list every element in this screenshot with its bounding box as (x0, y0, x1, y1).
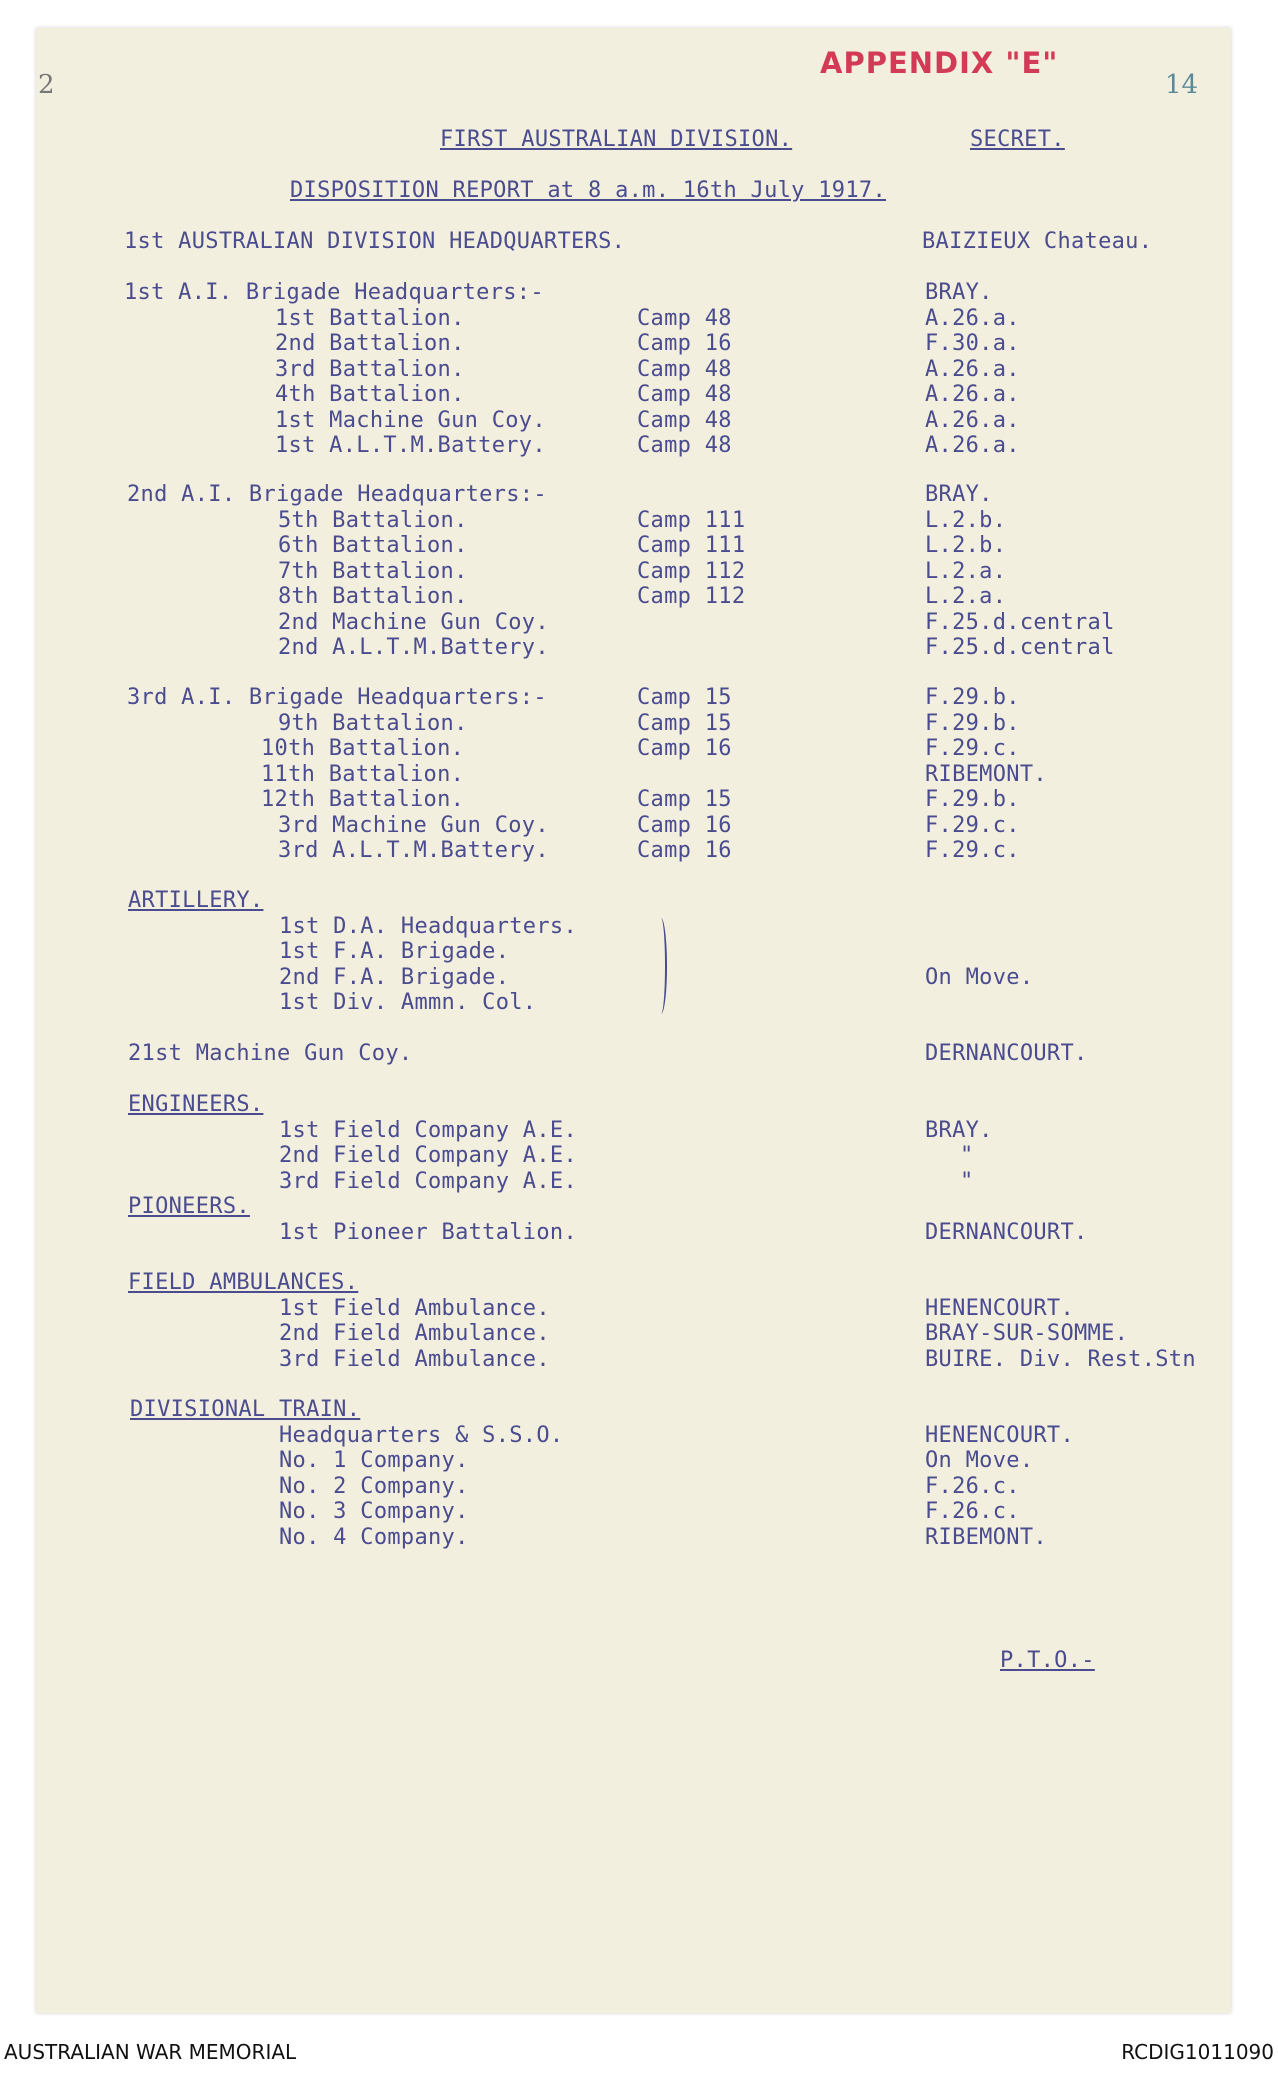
ambulances-heading: FIELD AMBULANCES. (128, 1270, 359, 1295)
ambulance-unit: 1st Field Ambulance. (279, 1295, 550, 1321)
brigade-2-location: BRAY. (925, 482, 993, 507)
margin-mark: 2 (38, 70, 55, 100)
unit-location: A.26.a. (925, 407, 1020, 433)
train-heading: DIVISIONAL TRAIN. (130, 1397, 361, 1422)
unit-location: A.26.a. (925, 382, 1020, 407)
unit-camp: Camp 15 (637, 710, 732, 736)
unit-name: 3rd Battalion. (275, 356, 465, 382)
unit-camp: Camp 16 (637, 331, 732, 356)
document-page (36, 28, 1231, 2013)
unit-camp: Camp 16 (637, 838, 732, 863)
unit-name: 2nd Machine Gun Coy. (278, 609, 549, 635)
brigade-3-camp: Camp 15 (637, 685, 732, 710)
artillery-unit: 1st D.A. Headquarters. (279, 913, 577, 939)
unit-camp: Camp 16 (637, 812, 732, 838)
unit-location: L.2.b. (925, 507, 1007, 533)
train-location: HENENCOURT. (925, 1422, 1074, 1448)
unit-name: 3rd Machine Gun Coy. (278, 812, 549, 838)
artillery-unit: 2nd F.A. Brigade. (279, 964, 510, 990)
hq-location: BAIZIEUX Chateau. (922, 229, 1153, 254)
train-unit: Headquarters & S.S.O. (279, 1422, 564, 1448)
engineers-heading: ENGINEERS. (128, 1092, 264, 1117)
unit-camp: Camp 48 (637, 382, 732, 407)
unit-camp: Camp 112 (637, 558, 746, 584)
page-number: 14 (1165, 70, 1199, 100)
unit-name: 4th Battalion. (275, 382, 465, 407)
unit-camp: Camp 48 (637, 356, 732, 382)
unit-location: F.30.a. (925, 331, 1020, 356)
footer-id: RCDIG1011090 (1121, 2040, 1274, 2064)
artillery-location: On Move. (925, 964, 1034, 990)
unit-name: 12th Battalion. (261, 787, 465, 812)
hq-label: 1st AUSTRALIAN DIVISION HEADQUARTERS. (124, 229, 626, 254)
ambulance-unit: 2nd Field Ambulance. (279, 1321, 550, 1346)
unit-camp: Camp 16 (637, 736, 732, 761)
train-location: F.26.c. (925, 1473, 1020, 1499)
21st-mg-location: DERNANCOURT. (925, 1041, 1088, 1066)
unit-location: A.26.a. (925, 433, 1020, 458)
unit-name: 5th Battalion. (278, 507, 468, 533)
unit-camp: Camp 48 (637, 433, 732, 458)
ambulance-unit: 3rd Field Ambulance. (279, 1346, 550, 1372)
unit-name: 1st Machine Gun Coy. (275, 407, 546, 433)
artillery-unit: 1st F.A. Brigade. (279, 939, 510, 964)
pto-note: P.T.O.- (1000, 1648, 1095, 1673)
engineer-location: " (960, 1143, 974, 1168)
unit-location: A.26.a. (925, 356, 1020, 382)
engineer-unit: 3rd Field Company A.E. (279, 1168, 577, 1194)
unit-name: 6th Battalion. (278, 533, 468, 558)
appendix-stamp: APPENDIX "E" (820, 46, 1059, 80)
unit-camp: Camp 111 (637, 507, 746, 533)
unit-name: 7th Battalion. (278, 558, 468, 584)
unit-location: F.25.d.central (925, 609, 1115, 635)
train-location: RIBEMONT. (925, 1524, 1047, 1550)
unit-name: 2nd A.L.T.M.Battery. (278, 635, 549, 660)
report-subtitle: DISPOSITION REPORT at 8 a.m. 16th July 1917. (290, 178, 886, 203)
engineer-unit: 1st Field Company A.E. (279, 1117, 577, 1143)
brigade-3-header: 3rd A.I. Brigade Headquarters:- (127, 685, 547, 710)
document-title: FIRST AUSTRALIAN DIVISION. (440, 127, 793, 152)
unit-location: F.29.b. (925, 787, 1020, 812)
unit-name: 11th Battalion. (261, 761, 465, 787)
unit-name: 9th Battalion. (278, 710, 468, 736)
artillery-heading: ARTILLERY. (128, 888, 264, 913)
ambulance-location: BRAY-SUR-SOMME. (925, 1321, 1129, 1346)
ambulance-location: BUIRE. Div. Rest.Stn (925, 1346, 1196, 1372)
pioneer-location: DERNANCOURT. (925, 1219, 1088, 1245)
brigade-1-location: BRAY. (925, 280, 993, 305)
bracket (655, 918, 667, 1014)
train-unit: No. 4 Company. (279, 1524, 469, 1550)
train-unit: No. 2 Company. (279, 1473, 469, 1499)
train-location: F.26.c. (925, 1499, 1020, 1524)
train-location: On Move. (925, 1448, 1034, 1473)
unit-name: 3rd A.L.T.M.Battery. (278, 838, 549, 863)
brigade-1-header: 1st A.I. Brigade Headquarters:- (124, 280, 544, 305)
footer-credit: AUSTRALIAN WAR MEMORIAL (4, 2040, 297, 2064)
ambulance-location: HENENCOURT. (925, 1295, 1074, 1321)
unit-location: L.2.b. (925, 533, 1007, 558)
unit-name: 10th Battalion. (261, 736, 465, 761)
unit-location: F.25.d.central (925, 635, 1115, 660)
pioneers-heading: PIONEERS. (128, 1194, 250, 1219)
unit-name: 8th Battalion. (278, 584, 468, 609)
artillery-unit: 1st Div. Ammn. Col. (279, 990, 537, 1015)
unit-camp: Camp 15 (637, 787, 732, 812)
unit-location: F.29.c. (925, 812, 1020, 838)
unit-location: L.2.a. (925, 584, 1007, 609)
unit-location: L.2.a. (925, 558, 1007, 584)
pioneer-unit: 1st Pioneer Battalion. (279, 1219, 577, 1245)
engineer-location: " (960, 1168, 974, 1194)
unit-location: F.29.c. (925, 838, 1020, 863)
21st-mg-unit: 21st Machine Gun Coy. (128, 1041, 413, 1066)
train-unit: No. 3 Company. (279, 1499, 469, 1524)
engineer-location: BRAY. (925, 1117, 993, 1143)
unit-camp: Camp 48 (637, 407, 732, 433)
unit-location: A.26.a. (925, 305, 1020, 331)
unit-camp: Camp 111 (637, 533, 746, 558)
brigade-2-header: 2nd A.I. Brigade Headquarters:- (127, 482, 547, 507)
unit-location: F.29.c. (925, 736, 1020, 761)
unit-location: RIBEMONT. (925, 761, 1047, 787)
unit-camp: Camp 112 (637, 584, 746, 609)
train-unit: No. 1 Company. (279, 1448, 469, 1473)
classification-label: SECRET. (970, 127, 1065, 152)
unit-name: 2nd Battalion. (275, 331, 465, 356)
unit-name: 1st A.L.T.M.Battery. (275, 433, 546, 458)
brigade-3-location: F.29.b. (925, 685, 1020, 710)
engineer-unit: 2nd Field Company A.E. (279, 1143, 577, 1168)
unit-name: 1st Battalion. (275, 305, 465, 331)
unit-location: F.29.b. (925, 710, 1020, 736)
unit-camp: Camp 48 (637, 305, 732, 331)
